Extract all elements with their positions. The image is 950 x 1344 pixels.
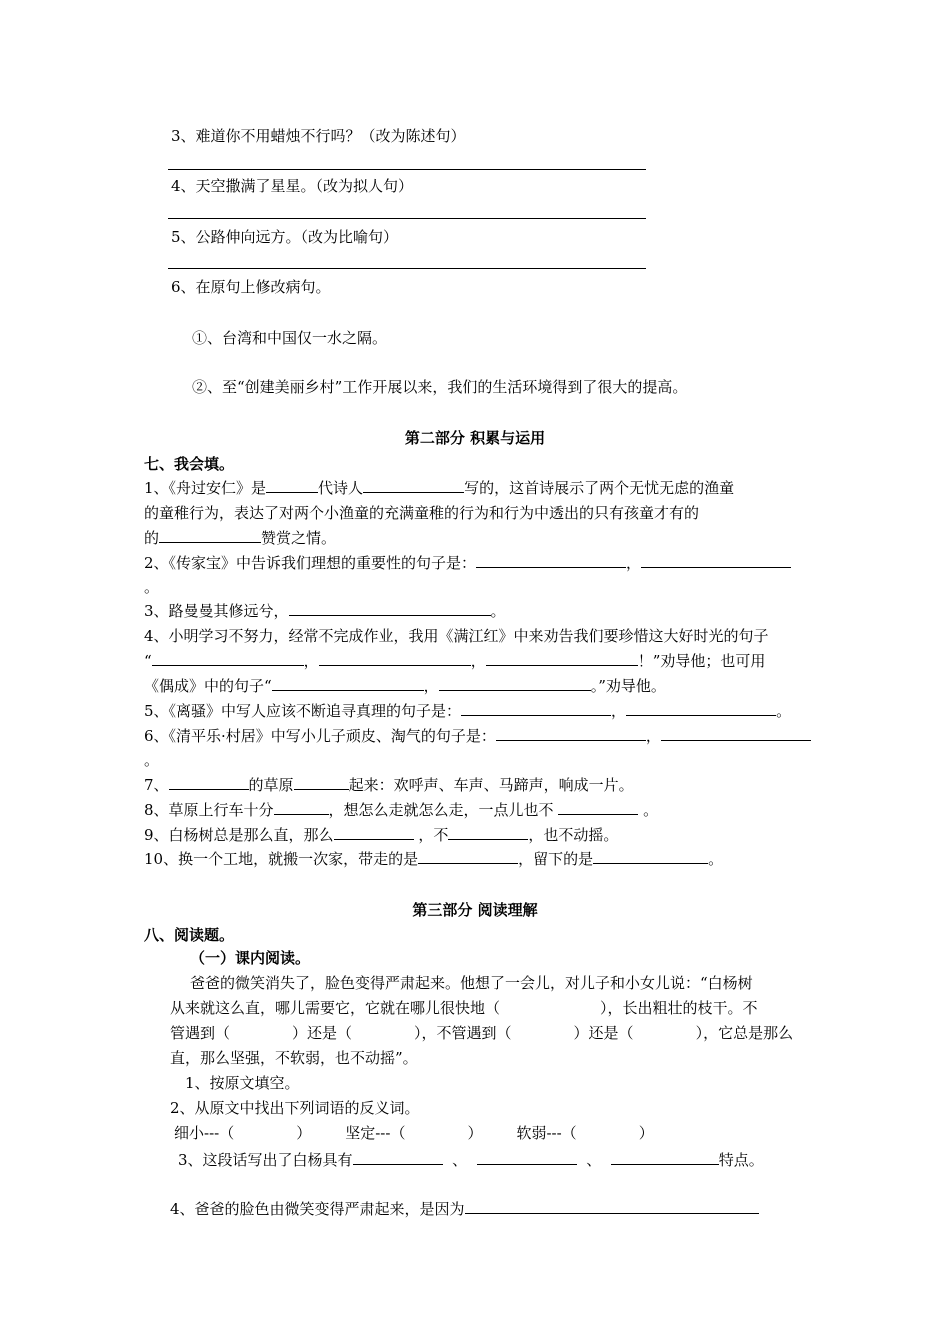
reading-q2: 2、从原文中找出下列词语的反义词。: [170, 1099, 420, 1117]
blank[interactable]: [159, 528, 261, 543]
reading-q3: 3、这段话写出了白杨具有 、 、 特点。: [178, 1151, 764, 1169]
fill-2-end: 。: [144, 578, 160, 596]
passage-line-3: 管遇到（ ）还是（ ），不管遇到（ ）还是（ ），它总是那么: [170, 1024, 794, 1042]
section-7-heading: 七、我会填。: [144, 455, 235, 473]
blank[interactable]: [448, 825, 528, 840]
blank[interactable]: [465, 1199, 759, 1214]
blank[interactable]: [266, 478, 318, 493]
blank[interactable]: [289, 601, 491, 616]
passage-line-4: 直，那么坚强，不软弱，也不动摇”。: [170, 1049, 418, 1067]
fill-8: 8、草原上行车十分 ，想怎么走就怎么走，一点儿也不 。: [144, 801, 659, 819]
question-6-item-2: ②、至“创建美丽乡村”工作开展以来，我们的生活环境得到了很大的提高。: [192, 378, 688, 396]
fill-1-line-3: 的 赞赏之情。: [144, 529, 337, 547]
blank[interactable]: [334, 825, 414, 840]
passage-line-2: 从来就这么直，哪儿需要它，它就在哪儿很快地（ ），长出粗壮的枝干。不: [170, 999, 758, 1017]
fill-3: 3、路曼曼其修远兮， 。: [144, 602, 506, 620]
blank[interactable]: [626, 701, 776, 716]
fill-1-line-2: 的童稚行为，表达了对两个小渔童的充满童稚的行为和行为中透出的只有孩童才有的: [144, 504, 700, 522]
fill-5: 5、《离骚》中写人应该不断追寻真理的句子是： ， 。: [144, 702, 792, 720]
blank[interactable]: [169, 775, 249, 790]
fill-10: 10、换一个工地，就搬一次家，带走的是 ，留下的是 。: [144, 850, 724, 868]
blank[interactable]: [661, 726, 811, 741]
blank[interactable]: [439, 676, 591, 691]
subsection-heading: （一）课内阅读。: [190, 949, 311, 967]
blank[interactable]: [353, 1150, 443, 1165]
fill-2: 2、《传家宝》中告诉我们理想的重要性的句子是： ，: [144, 553, 791, 573]
answer-line-3[interactable]: [168, 169, 646, 170]
answer-line-5[interactable]: [168, 268, 646, 269]
blank[interactable]: [418, 849, 518, 864]
fill-7: 7、 的草原 起来：欢呼声、车声、马蹄声，响成一片。: [144, 776, 634, 794]
question-4: 4、天空撒满了星星。（改为拟人句）: [171, 177, 414, 195]
part2-title: 第二部分 积累与运用: [404, 429, 546, 447]
blank[interactable]: [152, 651, 304, 666]
fill-1-line-1: 1、《舟过安仁》是 代诗人 写的，这首诗展示了两个无忧无虑的渔童: [144, 479, 735, 497]
blank[interactable]: [558, 800, 638, 815]
reading-q1: 1、按原文填空。: [185, 1074, 300, 1092]
fill-4-line-3: 《偶成》中的句子“ ， 。”劝导他。: [144, 677, 666, 695]
fill-6: 6、《清平乐·村居》中写小儿子顽皮、淘气的句子是： ，: [144, 726, 811, 746]
reading-q4: 4、爸爸的脸色由微笑变得严肃起来，是因为: [170, 1199, 759, 1219]
fill-9: 9、白杨树总是那么直，那么 ，不 ，也不动摇。: [144, 826, 619, 844]
blank[interactable]: [611, 1150, 719, 1165]
blank[interactable]: [477, 1150, 577, 1165]
blank[interactable]: [461, 701, 611, 716]
question-6: 6、在原句上修改病句。: [171, 278, 331, 296]
question-6-item-1: ①、台湾和中国仅一水之隔。: [192, 329, 388, 347]
fill-4-line-1: 4、小明学习不努力，经常不完成作业，我用《满江红》中来劝告我们要珍惜这大好时光的句子: [144, 627, 769, 645]
reading-q2-items: 细小---（ ） 坚定---（ ） 软弱---（ ）: [174, 1124, 654, 1142]
blank[interactable]: [486, 651, 638, 666]
blank[interactable]: [272, 676, 424, 691]
blank[interactable]: [294, 775, 349, 790]
section-8-heading: 八、阅读题。: [144, 926, 235, 944]
blank[interactable]: [274, 800, 329, 815]
answer-line-4[interactable]: [168, 218, 646, 219]
fill-6-end: 。: [144, 751, 160, 769]
blank[interactable]: [593, 849, 708, 864]
blank[interactable]: [476, 553, 626, 568]
passage-line-1: 爸爸的微笑消失了，脸色变得严肃起来。他想了一会儿，对儿子和小女儿说：“白杨树: [190, 974, 753, 992]
fill-4-line-2: “ ， ， ！”劝导他；也可用: [144, 652, 766, 670]
blank[interactable]: [363, 478, 464, 493]
blank[interactable]: [319, 651, 471, 666]
part3-title: 第三部分 阅读理解: [412, 901, 538, 919]
question-3: 3、难道你不用蜡烛不行吗？（改为陈述句）: [171, 127, 466, 145]
blank[interactable]: [641, 553, 791, 568]
blank[interactable]: [496, 726, 646, 741]
question-5: 5、公路伸向远方。（改为比喻句）: [171, 228, 399, 246]
